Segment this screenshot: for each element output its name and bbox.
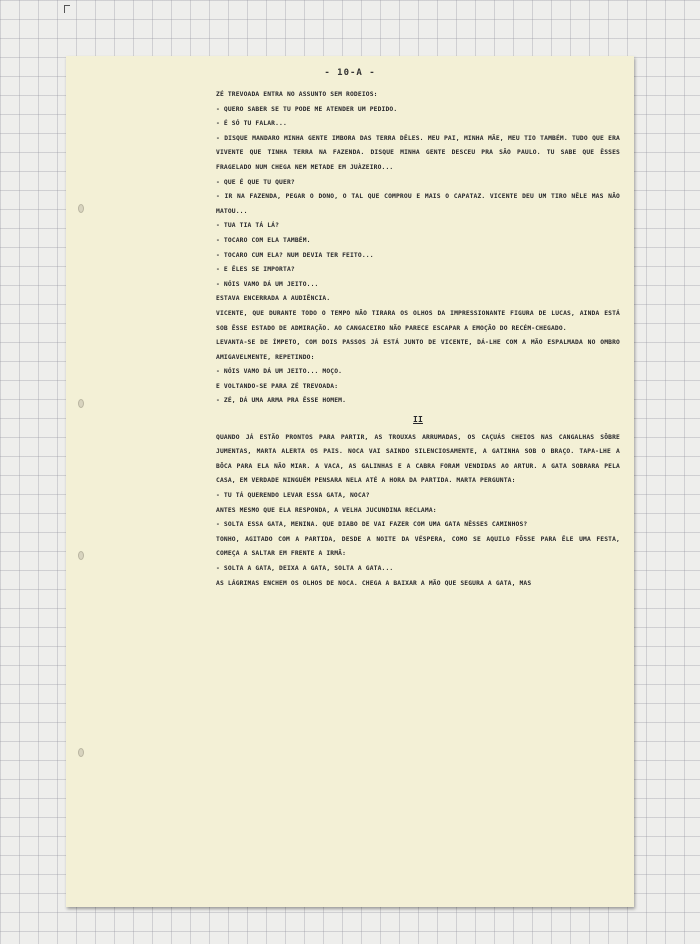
paragraph: - IR NA FAZENDA, PEGAR O DONO, O TAL QUE COMPROU E MAIS O CAPATAZ. VICENTE DEU UM TIRO NÊLE MAS NÃO MATOU... <box>216 193 620 215</box>
paragraph: TONHO, AGITADO COM A PARTIDA, DESDE A NOITE DA VÉSPERA, COMO SE AQUILO FÔSSE PARA ÊLE UMA FESTA, COMEÇA A SALTAR EM FRENTE A IRMÃ: <box>216 535 620 558</box>
punch-hole <box>78 204 84 213</box>
paragraph: ESTAVA ENCERRADA A AUDIÊNCIA. <box>216 295 331 303</box>
paragraph: E VOLTANDO-SE PARA ZÉ TREVOADA: <box>216 382 339 390</box>
paragraph: - NÓIS VAMO DÁ UM JEITO... <box>216 280 319 288</box>
paragraph: - NÓIS VAMO DÁ UM JEITO... MOÇO. <box>216 368 343 376</box>
typewritten-page <box>66 56 634 907</box>
paragraph: - SOLTA A GATA, DEIXA A GATA, SOLTA A GATA... <box>216 565 394 572</box>
paragraph: - TU TÁ QUERENDO LEVAR ESSA GATA, NOCA? <box>216 492 370 500</box>
paragraph: AS LÁGRIMAS ENCHEM OS OLHOS DE NOCA. CHEGA A BAIXAR A MÃO QUE SEGURA A GATA, MAS <box>216 579 532 587</box>
document-body <box>216 88 620 591</box>
paragraph: ANTES MESMO QUE ELA RESPONDA, A VELHA JUCUNDINA RECLAMA: <box>216 506 437 514</box>
paragraph: LEVANTA-SE DE ÍMPETO, COM DOIS PASSOS JÁ ESTÁ JUNTO DE VICENTE, DÁ-LHE COM A MÃO ESPALMADA NO OMBRO AMIGAVELMENTE, REPETINDO: <box>216 339 620 361</box>
paragraph: - ZÉ, DÁ UMA ARMA PRA ÊSSE HOMEM. <box>216 397 347 405</box>
paragraph: - TOCARO COM ELA TAMBÉM. <box>216 236 311 244</box>
paragraph: - É SÓ TU FALAR... <box>216 120 287 128</box>
paragraph: - TOCARO CUM ELA? NUM DEVIA TER FEITO... <box>216 251 374 259</box>
paragraph: - E ÊLES SE IMPORTA? <box>216 266 295 274</box>
paragraph: VICENTE, QUE DURANTE TODO O TEMPO NÃO TIRARA OS OLHOS DA IMPRESSIONANTE FIGURA DE LUCAS, AINDA ESTÁ SOB ÊSSE ESTADO DE ADMIRAÇÃO. AO CANGACEIRO NÃO PARECE ESCAPAR A EMOÇÃO DO RECÉM-CHEGADO. <box>216 309 620 332</box>
punch-hole <box>78 748 84 757</box>
paragraph: ZÉ TREVOADA ENTRA NO ASSUNTO SEM RODEIOS: <box>216 91 378 98</box>
page-number: - 10-A - <box>324 68 376 78</box>
paragraph: - QUE É QUE TU QUER? <box>216 178 295 186</box>
punch-hole <box>78 399 84 408</box>
paragraph: - QUERO SABER SE TU PODE ME ATENDER UM PEDIDO. <box>216 105 398 113</box>
paragraph: - SOLTA ESSA GATA, MENINA. QUE DIABO DE VAI FAZER COM UMA GATA NÊSSES CAMINHOS? <box>216 521 528 529</box>
paragraph: - DISQUE MANDARO MINHA GENTE IMBORA DAS TERRA DÊLES. MEU PAI, MINHA MÃE, MEU TIO TAMBÉM. TUDO QUE ERA VIVENTE QUE TINHA TERRA NA FAZENDA. DISQUE MINHA GENTE DESCEU PRA SÃO PAULO. TU SABE QUE ÊSSES FRAGELADO NUM CHEGA NEM METADE EM JUÀZEIRO... <box>216 134 620 171</box>
paragraph: - TUA TIA TÁ LÁ? <box>216 222 280 230</box>
paragraph: QUANDO JÁ ESTÃO PRONTOS PARA PARTIR, AS TROUXAS ARRUMADAS, OS CAÇUÁS CHEIOS NAS CANGALHAS SÔBRE JUMENTAS, MARTA ALERTA OS PAIS. NOCA VAI SAINDO SILENCIOSAMENTE, A GATINHA SOB O BRAÇO. TAPA-LHE A BÔCA PARA ELA NÃO MIAR. A VACA, AS GALINHAS E A CABRA FORAM VENDIDAS AO ARTUR. A GATA SOBRARA PELA CASA, EM VERDADE NINGUÉM PENSARA NELA ATÉ A HORA DA PARTIDA. MARTA PERGUNTA: <box>216 433 620 485</box>
paper-corner-mark <box>64 5 70 13</box>
section-heading: II <box>413 415 423 425</box>
punch-hole <box>78 551 84 560</box>
